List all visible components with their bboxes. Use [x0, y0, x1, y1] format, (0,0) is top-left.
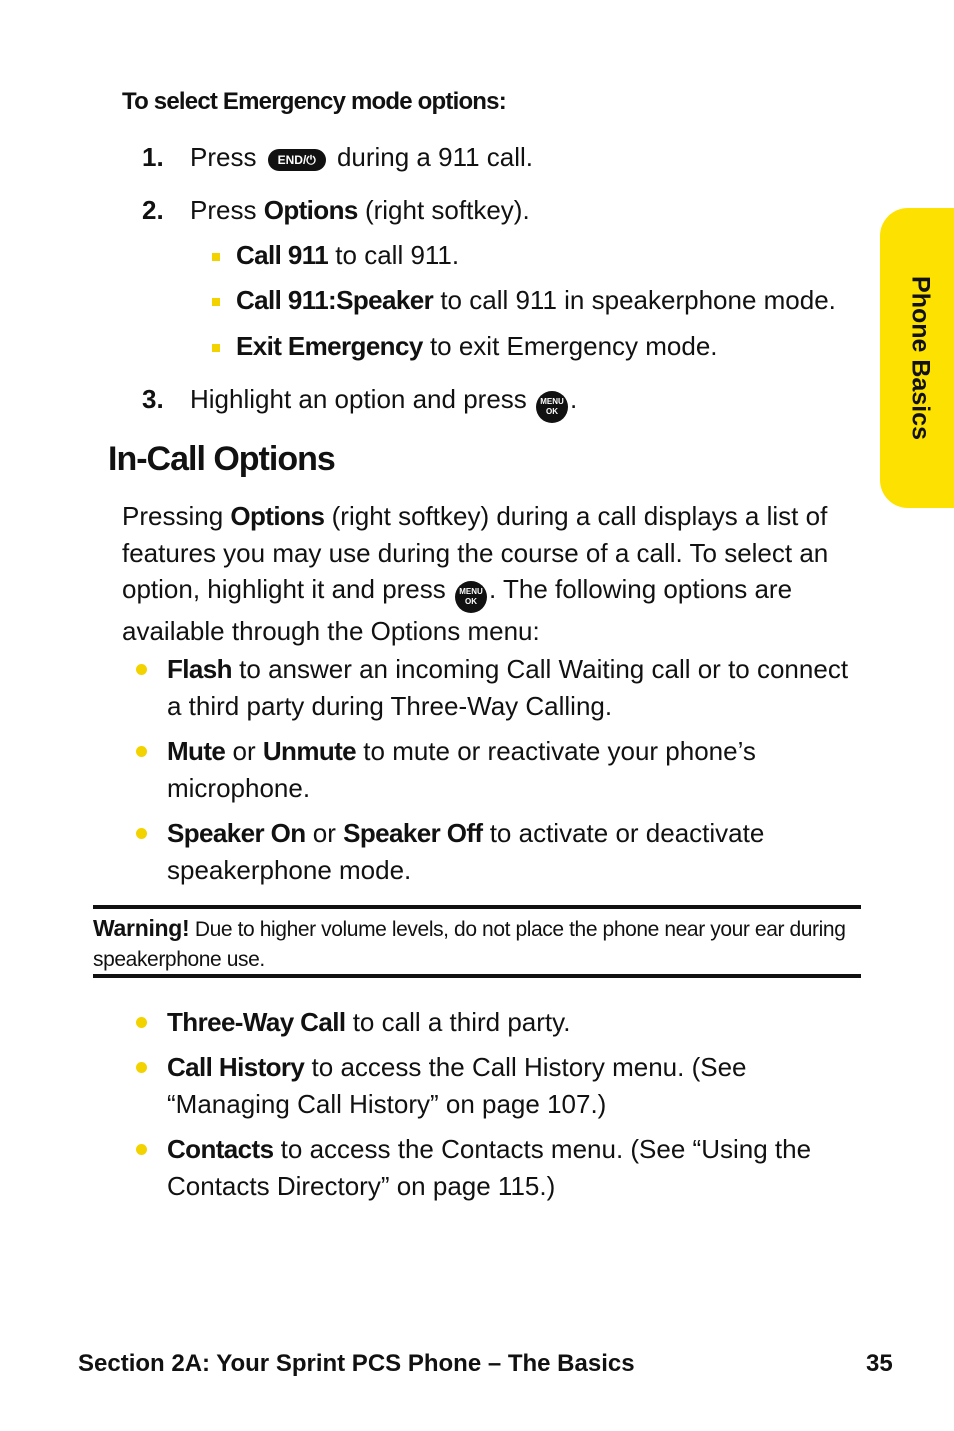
side-tab-label: Phone Basics [906, 276, 935, 440]
step-text: Press [190, 142, 257, 172]
step-2 [142, 195, 742, 227]
warning-title: Warning! [93, 915, 190, 941]
round-bullet-icon [136, 1017, 147, 1028]
footer-section-title: Section 2A: Your Sprint PCS Phone – The Basics [78, 1350, 635, 1377]
chapter-side-tab [880, 208, 954, 508]
step-number: 2. [142, 195, 164, 225]
emergency-option-exit: Exit Emergency to exit Emergency mode. [212, 331, 852, 363]
step-number: 1. [142, 142, 164, 172]
menu-ok-key-icon: MENU OK [455, 581, 487, 613]
square-bullet-icon [212, 344, 220, 352]
options-softkey-label: Options [263, 195, 358, 225]
round-bullet-icon [136, 1062, 147, 1073]
round-bullet-icon [136, 664, 147, 675]
round-bullet-icon [136, 1144, 147, 1155]
warning-box [93, 905, 861, 978]
list-item: Contacts to access the Contacts menu. (See “Using the Contacts Directory” on page 115.) [134, 1131, 864, 1205]
emergency-options-heading: To select Emergency mode options: [122, 88, 506, 115]
step-text: (right softkey). [364, 195, 530, 225]
page-number: 35 [866, 1350, 893, 1377]
step-text: during a 911 call. [336, 142, 534, 172]
intro-paragraph: Pressing Options (right softkey) during a call displays a list of features you may use during the course of a call. To select an option, highlight it and press MENU OK . The following options are available through the Options menu: [122, 501, 829, 646]
list-item: Three-Way Call to call a third party. [134, 1004, 864, 1041]
options-list-b [134, 1004, 864, 1213]
step-1 [142, 142, 742, 174]
square-bullet-icon [212, 298, 220, 306]
step-number: 3. [142, 384, 164, 414]
list-item: Flash to answer an incoming Call Waiting call or to connect a third party during Three-Way Calling. [134, 651, 864, 725]
list-item: Mute or Unmute to mute or reactivate your phone’s microphone. [134, 733, 864, 807]
step-text: Press [190, 195, 257, 225]
round-bullet-icon [136, 828, 147, 839]
emergency-option-call-911-speaker: Call 911:Speaker to call 911 in speakerphone mode. [212, 285, 852, 317]
list-item: Speaker On or Speaker Off to activate or deactivate speakerphone mode. [134, 815, 864, 889]
square-bullet-icon [212, 253, 220, 261]
list-item: Call History to access the Call History menu. (See “Managing Call History” on page 107.) [134, 1049, 864, 1123]
round-bullet-icon [136, 746, 147, 757]
options-softkey-label: Options [230, 501, 325, 531]
warning-text: Due to higher volume levels, do not place the phone near your ear during speakerphone use. [93, 918, 846, 971]
step-text: Highlight an option and press [190, 384, 527, 414]
emergency-option-call-911: Call 911 to call 911. [212, 240, 852, 272]
options-list-a [134, 651, 864, 897]
menu-ok-key-icon: MENU OK [536, 391, 568, 423]
section-title: In-Call Options [108, 440, 335, 478]
end-power-key-icon: END/⏻ [268, 149, 326, 171]
step-3: 3. Highlight an option and press MENU OK . [142, 384, 742, 418]
